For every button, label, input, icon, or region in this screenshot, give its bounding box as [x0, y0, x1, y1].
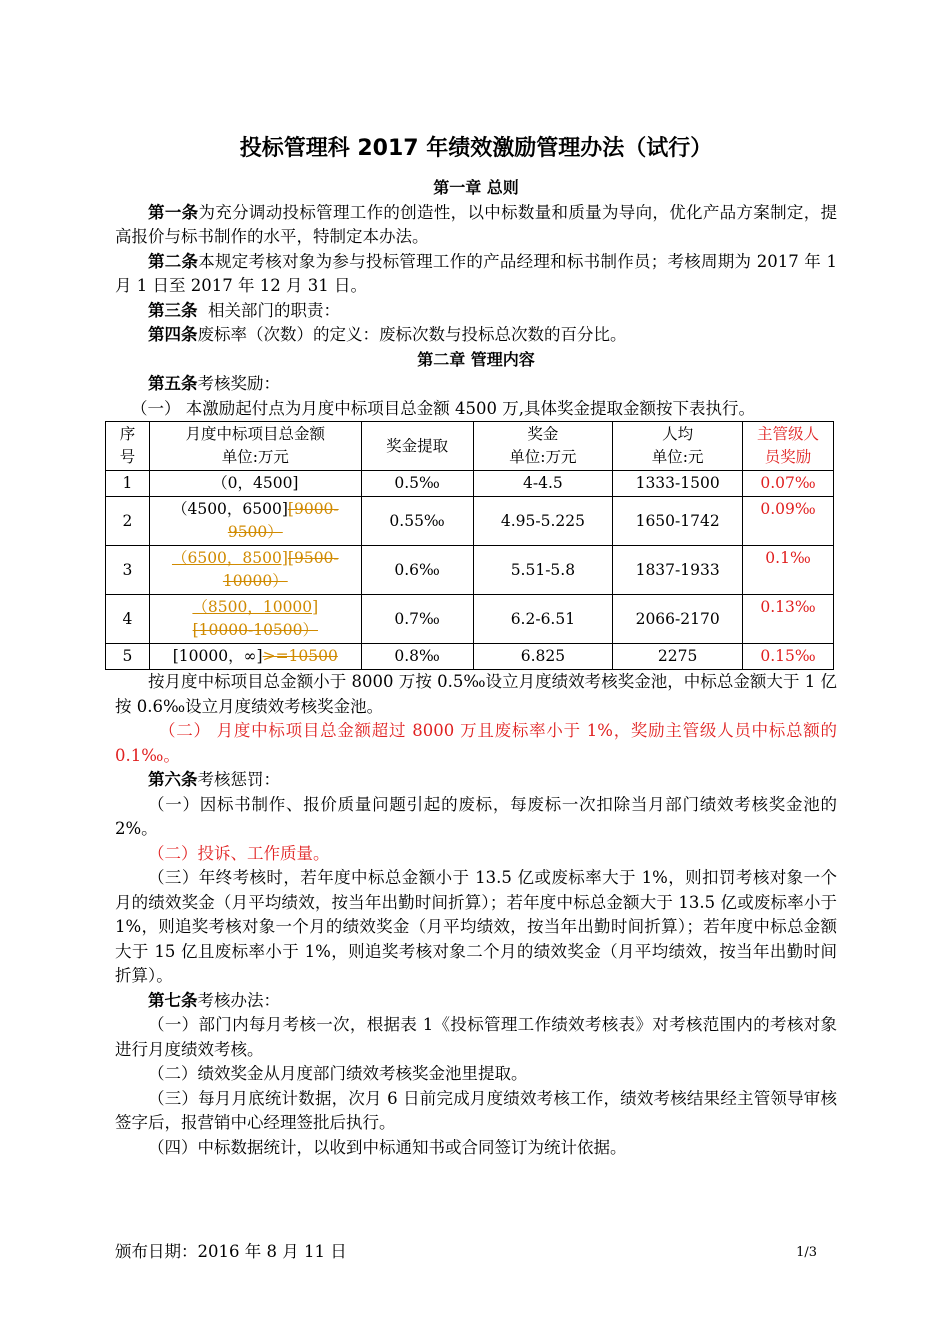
article-2 [115, 250, 837, 299]
cell-manager-bonus: 0.1‰ [743, 546, 834, 595]
cell-avg: 1650-1742 [613, 497, 743, 546]
article-1 [115, 201, 837, 250]
article-6-heading: 第六条 [148, 770, 198, 789]
article-7-heading: 第七条 [148, 990, 198, 1010]
header-rate: 奖金提取 [361, 422, 473, 471]
cell-bonus: 6.825 [473, 644, 613, 670]
cell-amount [149, 497, 361, 546]
cell-no: 2 [106, 497, 150, 546]
cell-amount [149, 546, 361, 595]
article-5-clause-1: （一） 本激励起付点为月度中标项目总金额 4500 万,具体奖金提取金额按下表执行。 [131, 398, 755, 418]
cell-amount-deleted: [9000-9500） [227, 500, 339, 541]
bonus-table [105, 421, 834, 670]
header-no: 序号 [106, 422, 150, 471]
article-7-clause-3: （三）每月月底统计数据，次月 6 日前完成月度绩效考核工作，绩效考核结果经主管领导审核签字后，报营销中心经理签批后执行。 [115, 1088, 837, 1132]
article-1-heading: 第一条 [148, 202, 199, 222]
chapter-1-heading: 第一章 总则 [433, 178, 519, 197]
article-3 [115, 299, 837, 324]
header-bonus [473, 422, 613, 471]
article-6-clause-3: （三）年终考核时，若年度中标总金额小于 13.5 亿或废标率大于 1%，则扣罚考核对象一个月的绩效奖金（月平均绩效，按当年出勤时间折算）；若年度中标总金额大于 13.5 亿或废标率小于 1%，则追奖考核对象一个月的绩效奖金（月平均绩效，按当年出勤时间折算）；若年度中标总金额大于 15 亿且废标率小于 1%，则追奖考核对象二个月的绩效奖金（月平均绩效，按当年出勤时间折算）。 [115, 868, 837, 985]
page-footer [115, 1240, 837, 1264]
header-amount-unit: 单位:万元 [221, 448, 289, 466]
header-bonus-label: 奖金 [527, 425, 559, 443]
document-title: 投标管理科 2017 年绩效激励管理办法（试行） [239, 136, 713, 161]
article-5-clause-2: （二） 月度中标项目总金额超过 8000 万且废标率小于 1%，奖励主管级人员中标总额的 0.1‰。 [115, 721, 837, 765]
header-avg [613, 422, 743, 471]
cell-no: 3 [106, 546, 150, 595]
article-2-text: 本规定考核对象为参与投标管理工作的产品经理和标书制作员；考核周期为 2017 年 1 月 1 日至 2017 年 12 月 31 日。 [115, 251, 838, 295]
header-avg-label: 人均 [662, 425, 694, 443]
header-manager-bonus: 主管级人员奖励 [743, 422, 834, 471]
article-3-text: 相关部门的职责： [197, 300, 340, 320]
article-7-clause-4: （四）中标数据统计，以收到中标通知书或合同签订为统计依据。 [148, 1137, 627, 1157]
article-4-text: 废标率（次数）的定义：废标次数与投标总次数的百分比。 [197, 325, 627, 344]
chapter-2-heading: 第二章 管理内容 [417, 349, 535, 369]
issue-date: 颁布日期：2016 年 8 月 11 日 [115, 1242, 347, 1261]
cell-bonus: 4-4.5 [473, 471, 613, 497]
header-amount-label: 月度中标项目总金额 [185, 425, 326, 443]
article-5 [115, 372, 837, 397]
cell-amount-value: （6500，8500] [171, 549, 288, 567]
paragraph-bonus-pool: 按月度中标项目总金额小于 8000 万按 0.5‰设立月度绩效考核奖金池，中标总金额大于 1 亿按 0.6‰设立月度绩效考核奖金池。 [115, 672, 837, 716]
article-7-clause-2: （二）绩效奖金从月度部门绩效考核奖金池里提取。 [148, 1064, 528, 1083]
article-4 [115, 323, 837, 348]
cell-manager-bonus: 0.09‰ [743, 497, 834, 546]
page-number: 1/3 [796, 1245, 817, 1260]
cell-amount-value: （8500，10000] [192, 598, 319, 616]
article-6-text: 考核惩罚： [197, 770, 280, 789]
article-2-heading: 第二条 [148, 251, 199, 271]
header-amount [149, 422, 361, 471]
cell-amount-deleted: >=10500 [262, 647, 338, 665]
article-5-heading: 第五条 [148, 374, 198, 393]
cell-bonus: 4.95-5.225 [473, 497, 613, 546]
article-6-clause-1: （一）因标书制作、报价质量问题引起的废标，每废标一次扣除当月部门绩效考核奖金池的 2%。 [115, 794, 837, 838]
cell-no: 5 [106, 644, 150, 670]
cell-avg: 1333-1500 [613, 471, 743, 497]
cell-amount [149, 595, 361, 644]
cell-avg: 2066-2170 [613, 595, 743, 644]
header-bonus-unit: 单位:万元 [509, 448, 577, 466]
article-7-clause-1: （一）部门内每月考核一次，根据表 1《投标管理工作绩效考核表》对考核范围内的考核对象进行月度绩效考核。 [115, 1015, 837, 1059]
article-6 [115, 768, 837, 793]
cell-rate: 0.55‰ [361, 497, 473, 546]
cell-manager-bonus: 0.07‰ [743, 471, 834, 497]
cell-rate: 0.7‰ [361, 595, 473, 644]
table-row [106, 497, 834, 546]
article-6-clause-2: （二）投诉、工作质量。 [148, 843, 330, 863]
cell-amount: （0，4500] [149, 471, 361, 497]
cell-amount-deleted: [9500-10000） [222, 549, 339, 590]
cell-avg: 1837-1933 [613, 546, 743, 595]
table-row [106, 595, 834, 644]
table-row [106, 546, 834, 595]
cell-rate: 0.5‰ [361, 471, 473, 497]
table-header-row [106, 422, 834, 471]
cell-amount-value: （4500，6500] [171, 500, 288, 518]
article-1-text: 为充分调动投标管理工作的创造性，以中标数量和质量为导向，优化产品方案制定，提高报价与标书制作的水平，特制定本办法。 [115, 202, 837, 246]
cell-manager-bonus: 0.13‰ [743, 595, 834, 644]
cell-no: 4 [106, 595, 150, 644]
cell-rate: 0.6‰ [361, 546, 473, 595]
table-row [106, 644, 834, 670]
cell-avg: 2275 [613, 644, 743, 670]
cell-amount-value: [10000，∞] [172, 647, 263, 665]
cell-amount [149, 644, 361, 670]
cell-bonus: 6.2-6.51 [473, 595, 613, 644]
document-body [115, 130, 837, 1160]
header-avg-unit: 单位:元 [651, 448, 704, 466]
cell-no: 1 [106, 471, 150, 497]
table-row [106, 471, 834, 497]
cell-rate: 0.8‰ [361, 644, 473, 670]
cell-manager-bonus: 0.15‰ [743, 644, 834, 670]
article-3-heading: 第三条 [148, 300, 198, 320]
article-5-text: 考核奖励： [197, 374, 280, 393]
article-7-text: 考核办法： [197, 990, 280, 1010]
article-7 [115, 989, 837, 1014]
cell-amount-deleted: [10000-10500） [192, 621, 319, 639]
article-4-heading: 第四条 [148, 325, 198, 344]
cell-bonus: 5.51-5.8 [473, 546, 613, 595]
